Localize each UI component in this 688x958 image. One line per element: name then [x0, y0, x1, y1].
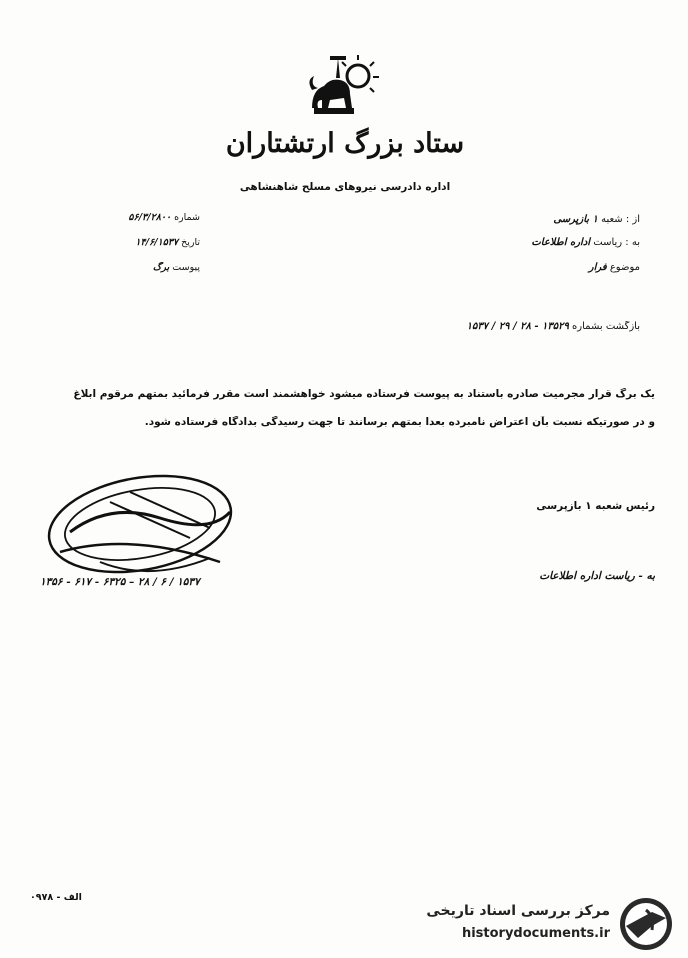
to-value: اداره اطلاعات: [531, 237, 591, 248]
to-field: [210, 237, 640, 248]
date-value: ۱۴/۶/۱۵۳۷: [135, 237, 179, 248]
from-field: [210, 214, 640, 225]
number-label: شماره: [174, 212, 200, 223]
organization-title: ستاد بزرگ ارتشتاران: [225, 128, 465, 159]
body-line-2: و در صورتیکه نسبت بآن اعتراض نامبرده بعدا بمتهم برسانند تا جهت رسیدگی بدادگاه فرستاده شود.: [144, 416, 655, 428]
number-field: [30, 212, 200, 223]
attachment-field: [30, 262, 200, 273]
signature-annotation-1: به - ریاست اداره اطلاعات: [539, 570, 655, 582]
from-value: ۱ بازپرسی: [553, 214, 598, 225]
reference-value: ۱۳۵۲۹ - ۲۸ / ۲۹ / ۱۵۳۷: [466, 321, 569, 332]
attachment-value: برگ: [152, 262, 170, 273]
date-label: تاریخ: [181, 237, 200, 248]
watermark-title: مرکز بررسی اسناد تاریخی: [426, 903, 610, 919]
document-code: الف - ۰۹۷۸: [30, 892, 82, 903]
reference-label: بازگشت بشماره: [572, 321, 640, 332]
attachment-label: پیوست: [172, 262, 200, 273]
signature-date-line: ۱۳۵۶ - ۶۱۷ - ۶۳۲۵ – ۲۸ / ۶ / ۱۵۳۷: [40, 576, 200, 588]
from-label: از : شعبه: [601, 214, 640, 225]
reference-field: [210, 321, 640, 332]
number-value: ۵۶/۳/۲۸۰۰: [128, 212, 172, 223]
watermark-url: historydocuments.ir: [461, 926, 610, 941]
subject-field: [210, 262, 640, 273]
department-name: اداره دادرسی نیروهای مسلح شاهنشاهی: [239, 181, 451, 193]
body-line-1: یک برگ قرار مجرمیت صادره باستناد به پیوست فرستاده میشود خواهشمند است مقرر فرمائید بمتهم مرقوم ابلاغ: [73, 388, 655, 400]
to-label: به : ریاست: [593, 237, 640, 248]
subject-value: فرار: [588, 262, 607, 273]
lion-and-sun-emblem-icon: [300, 50, 384, 118]
subject-label: موضوع: [609, 262, 640, 273]
date-field: [30, 237, 200, 248]
history-documents-logo-icon: [612, 896, 680, 952]
signature-title: رئیس شعبه ۱ بازپرسی: [536, 500, 655, 512]
